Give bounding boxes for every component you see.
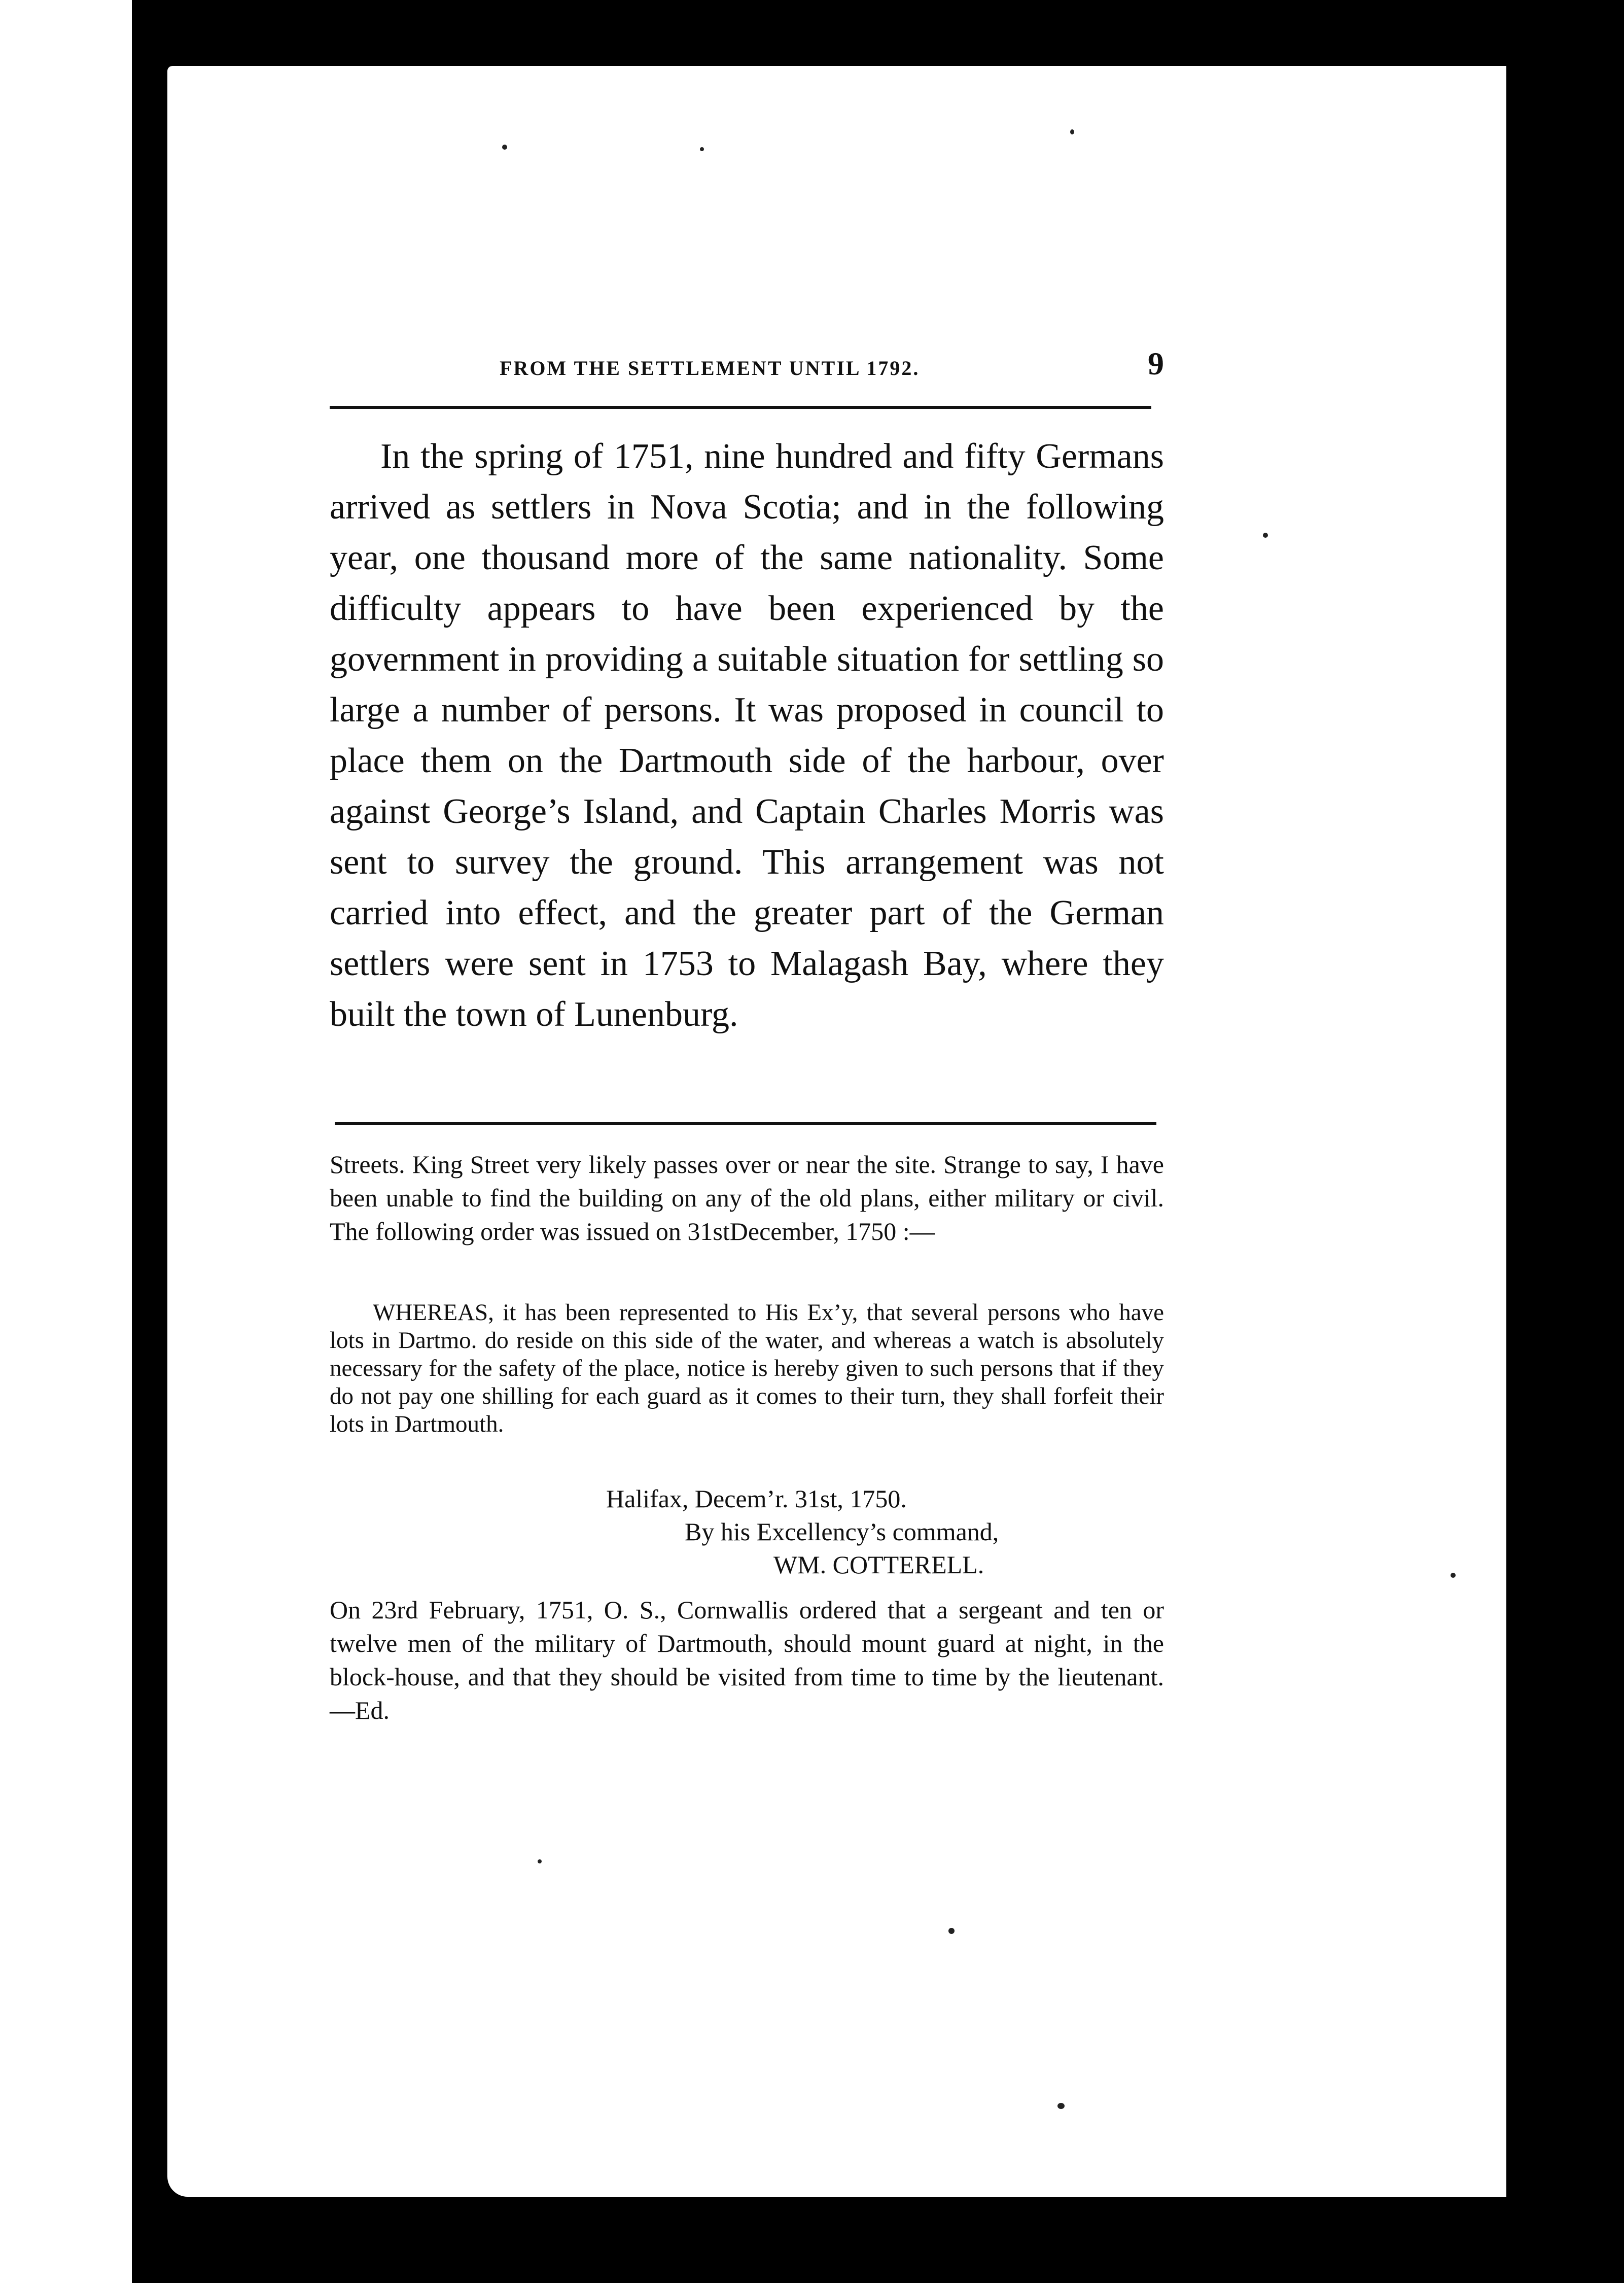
scan-speck bbox=[538, 1859, 542, 1863]
book-page bbox=[167, 66, 1506, 2197]
footnote-date-line: Halifax, Decem’r. 31st, 1750. bbox=[606, 1484, 907, 1513]
scan-speck bbox=[502, 145, 507, 150]
footnote-rule bbox=[335, 1122, 1156, 1125]
page-number: 9 bbox=[1148, 345, 1164, 382]
running-title: FROM THE SETTLEMENT UNTIL 1792. bbox=[500, 357, 920, 379]
scan-speck bbox=[1070, 129, 1074, 134]
scan-left-margin bbox=[0, 0, 132, 2283]
scan-speck bbox=[1263, 533, 1268, 538]
footnote-closing: On 23rd February, 1751, O. S., Cornwallis ordered that a sergeant and ten or twelve men of the military of Dartmouth, should mount guard at night, in the block-house, and that they should be visited from time to time by the lieutenant.—Ed. bbox=[330, 1596, 1164, 1724]
footnote-intro: Streets. King Street very likely passes over or near the site. Strange to say, I have been unable to find the building on any of the old plans, either military or civil. The following order was issued on 31stDecember, 1750 :— bbox=[330, 1150, 1164, 1246]
scan-speck bbox=[1057, 2103, 1065, 2109]
footnote-command-line: By his Excellency’s command, bbox=[685, 1517, 999, 1546]
scan-speck bbox=[700, 147, 704, 151]
running-header bbox=[330, 345, 1164, 386]
footnote-order-text: WHEREAS, it has been represented to His Ex’y, that several persons who have lots in Dartmo. do reside on this side of the water, and whereas a watch is absolutely necessary for the safety of the place, notice is hereby given to such persons that if they do not pay one shilling for each guard as it comes to their turn, they shall forfeit their lots in Dartmouth. bbox=[330, 1299, 1164, 1437]
scan-speck bbox=[948, 1928, 955, 1934]
main-paragraph: In the spring of 1751, nine hundred and fifty Germans arrived as settlers in Nova Scotia; and in the following year, one thousand more of the same nationality. Some difficulty appears to have been experienced by the government in providing a suitable situation for settling so large a number of persons. It was proposed in council to place them on the Dartmouth side of the harbour, over against George’s Island, and Captain Charles Morris was sent to survey the ground. This arrangement was not carried into effect, and the greater part of the German settlers were sent in 1753 to Malagash Bay, where they built the town of Lunenburg. bbox=[330, 437, 1164, 1034]
scan-binding-shadow bbox=[132, 0, 167, 2283]
scan-speck bbox=[1451, 1573, 1456, 1578]
footnote-signer: WM. COTTERELL. bbox=[773, 1550, 984, 1579]
header-rule bbox=[330, 406, 1151, 409]
